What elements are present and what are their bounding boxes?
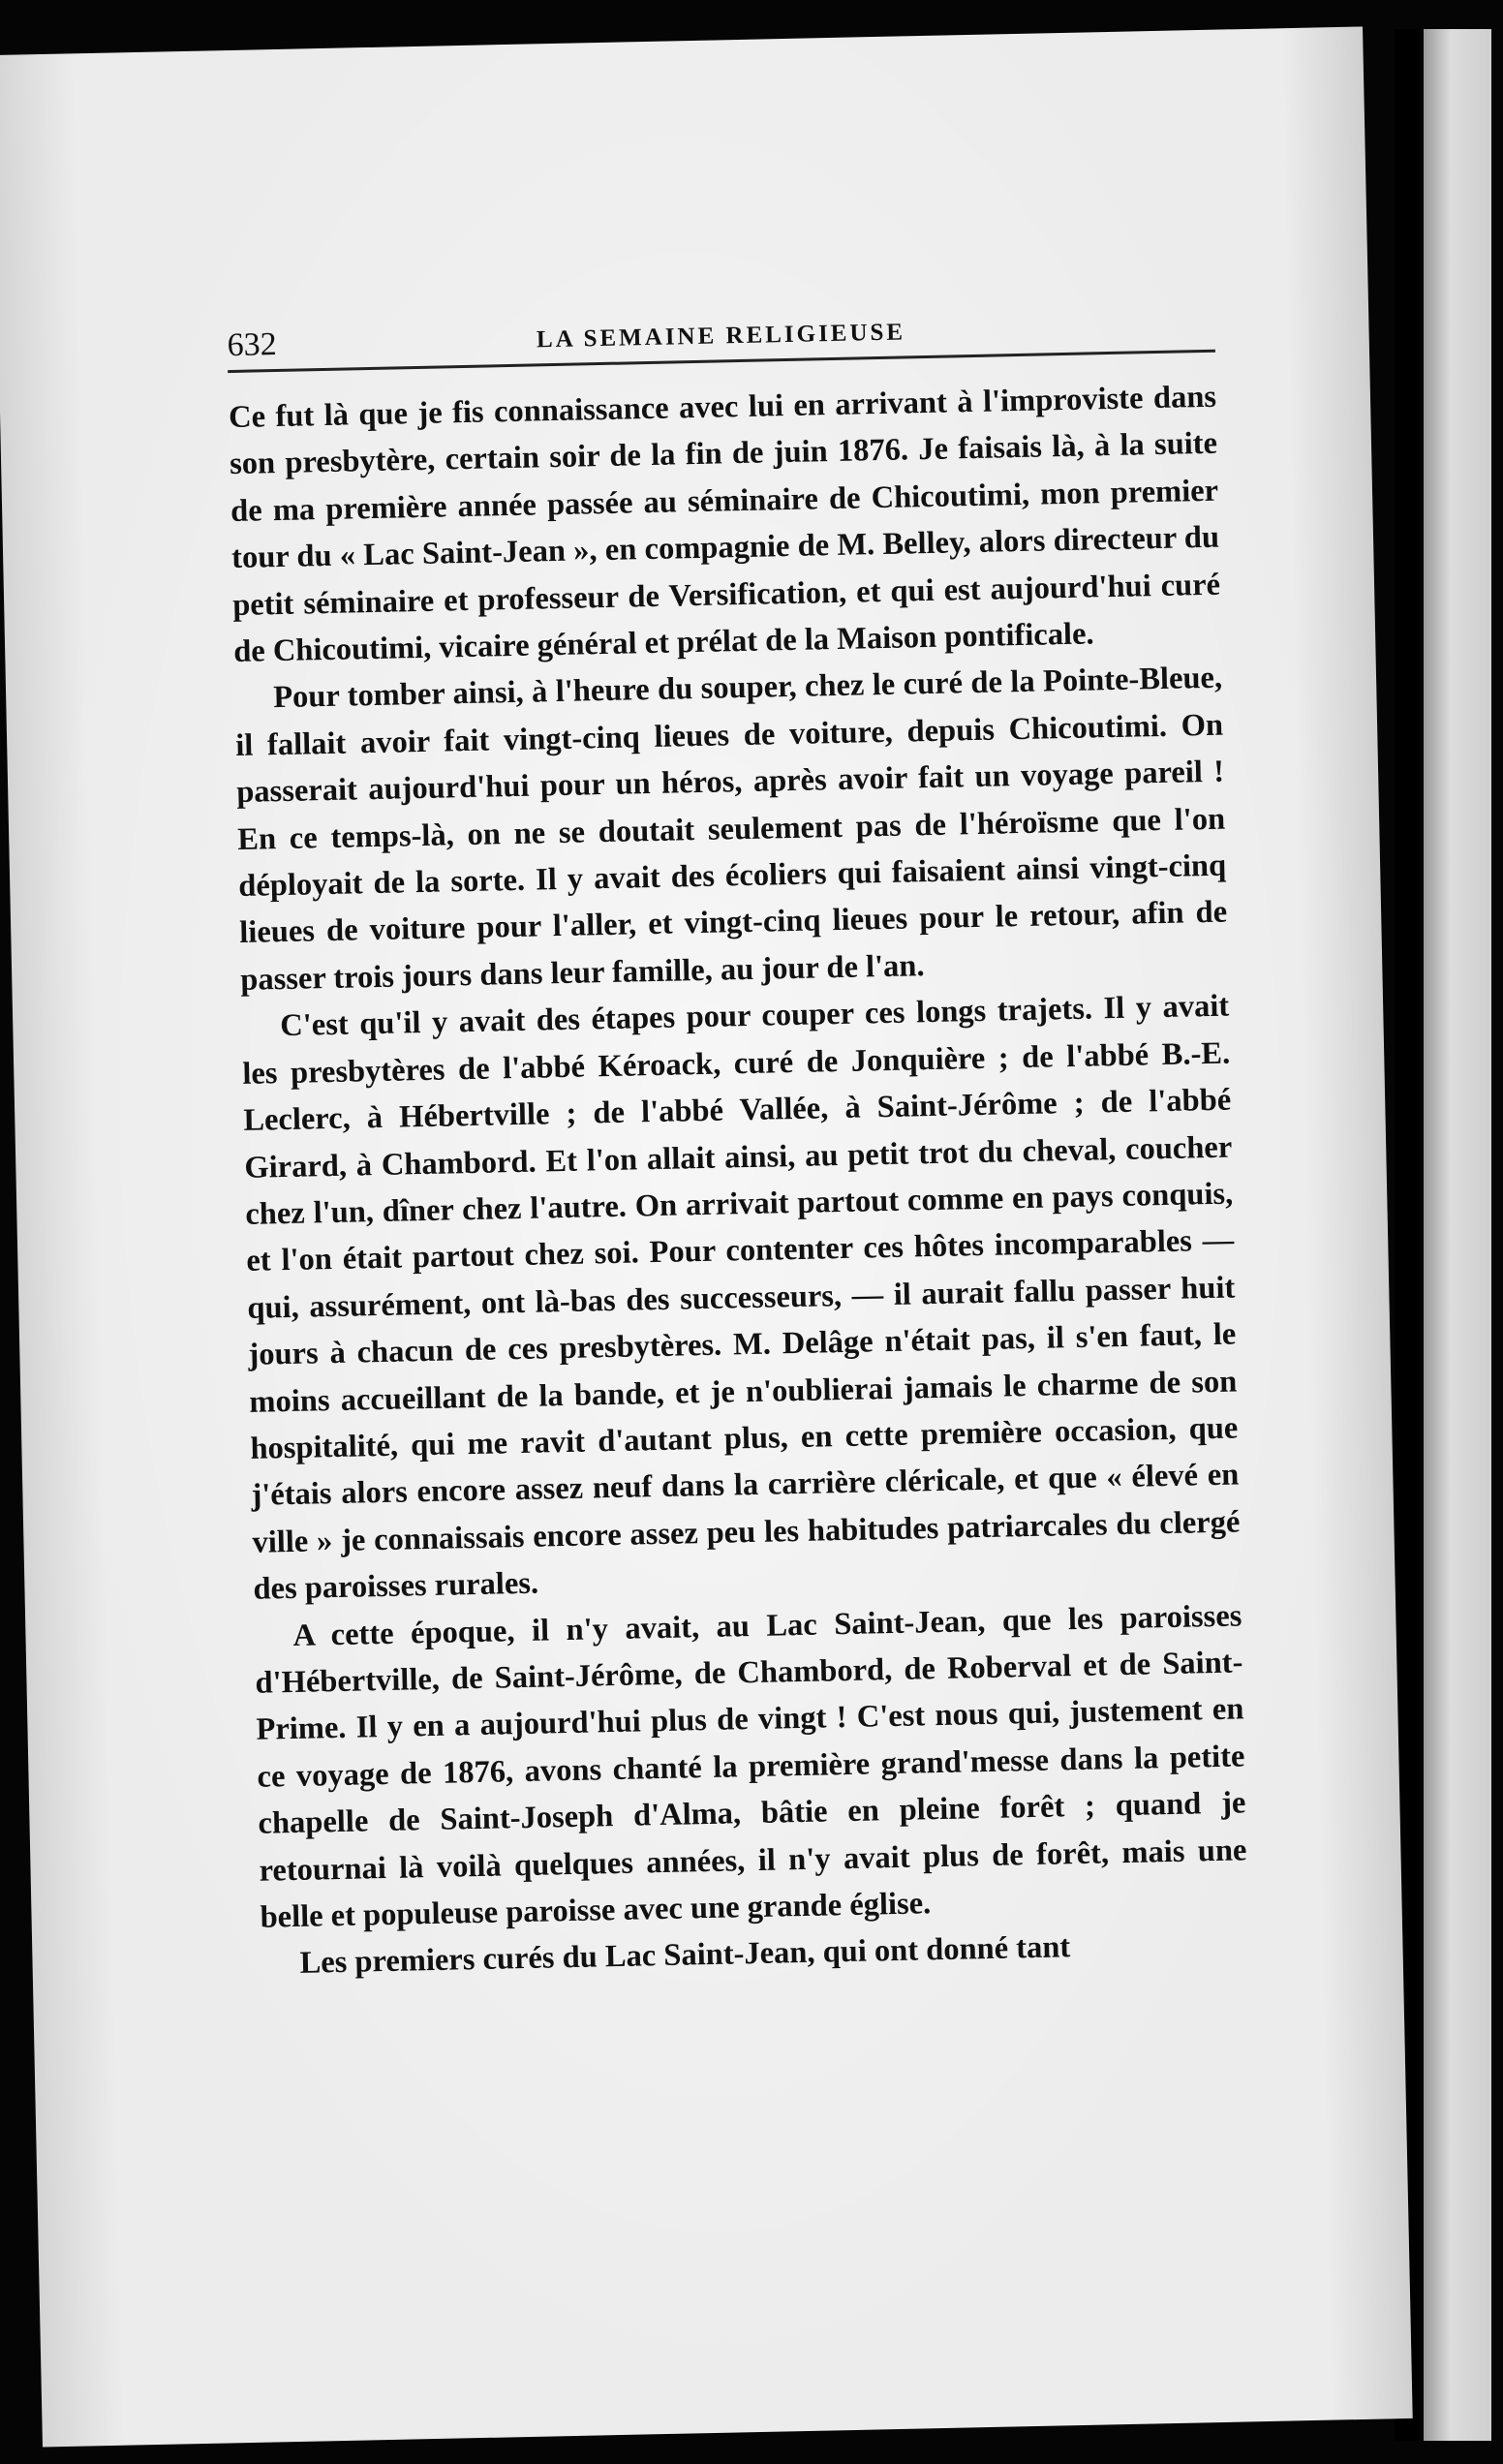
running-title: LA SEMAINE RELIGIEUSE xyxy=(536,319,906,354)
paragraph-3: C'est qu'il y avait des étapes pour couper ces longs trajets. Il y avait les presbytères de l'abbé Kéroack, curé de Jonquière ; de l'abbé B.-E. Leclerc, à Hébertville ; de l'abbé Vallée, à Saint-Jérôme ; de l'abbé Girard, à Chambord. Et l'on allait ainsi, au petit trot du cheval, coucher chez l'un, dîner chez l'autre. On arrivait partout comme en pays conquis, et l'on était partout chez soi. Pour contenter ces hôtes incomparables — qui, assurément, ont là-bas des successeurs, — il aurait fallu passer huit jours à chacun de ces presbytères. M. Delâge n'était pas, il s'en faut, le moins accueillant de la bande, et je n'oublierai jamais le charme de son hospitalité, qui me ravit d'autant plus, en cette première occasion, que j'étais alors encore assez neuf dans la carrière cléricale, et que « élevé en ville » je connaissais encore assez peu les habitudes patriarcales du clergé des paroisses rurales. xyxy=(241,988,1241,1607)
page-number: 632 xyxy=(227,326,277,364)
paragraph-2: Pour tomber ainsi, à l'heure du souper, chez le curé de la Pointe-Bleue, il fallait avoir fait vingt-cinq lieues de voiture, depuis Chicoutimi. On passerait aujourd'hui pour un héros, après avoir fait un voyage pareil ! En ce temps-là, on ne se doutait seulement pas de l'héroïsme que l'on déployait de la sorte. Il y avait des écoliers qui faisaient ainsi vingt-cinq lieues de voiture pour l'aller, et vingt-cinq lieues pour le retour, afin de passer trois jours dans leur famille, au jour de l'an. xyxy=(234,661,1228,998)
paragraph-4: A cette époque, il n'y avait, au Lac Saint-Jean, que les paroisses d'Hébertville, de Saint-Jérôme, de Chambord, de Roberval et de Saint-Prime. Il y en a aujourd'hui plus de vingt ! C'est nous qui, justement en ce voyage de 1876, avons chanté la première grand'messe dans la petite chapelle de Saint-Joseph d'Alma, bâtie en pleine forêt ; quand je retournai là voilà quelques années, il n'y avait plus de forêt, mais une belle et populeuse paroisse avec une grande église. xyxy=(255,1597,1247,1935)
scanned-page xyxy=(0,26,1413,2447)
running-header xyxy=(227,292,1215,373)
page-text-block xyxy=(227,292,1249,1988)
paragraph-1: Ce fut là que je fis connaissance avec lui en arrivant à l'improviste dans son presbytère, certain soir de la fin de juin 1876. Je faisais là, à la suite de ma première année passée au séminaire de Chicoutimi, mon premier tour du « Lac Saint-Jean », en compagnie de M. Belley, alors directeur du petit séminaire et professeur de Versification, et qui est aujourd'hui curé de Chicoutimi, vicaire général et prélat de la Maison pontificale. xyxy=(228,379,1221,670)
paragraph-5: Les premiers curés du Lac Saint-Jean, qui ont donné tant xyxy=(299,1929,1071,1982)
adjacent-page-edge xyxy=(1424,29,1491,2441)
